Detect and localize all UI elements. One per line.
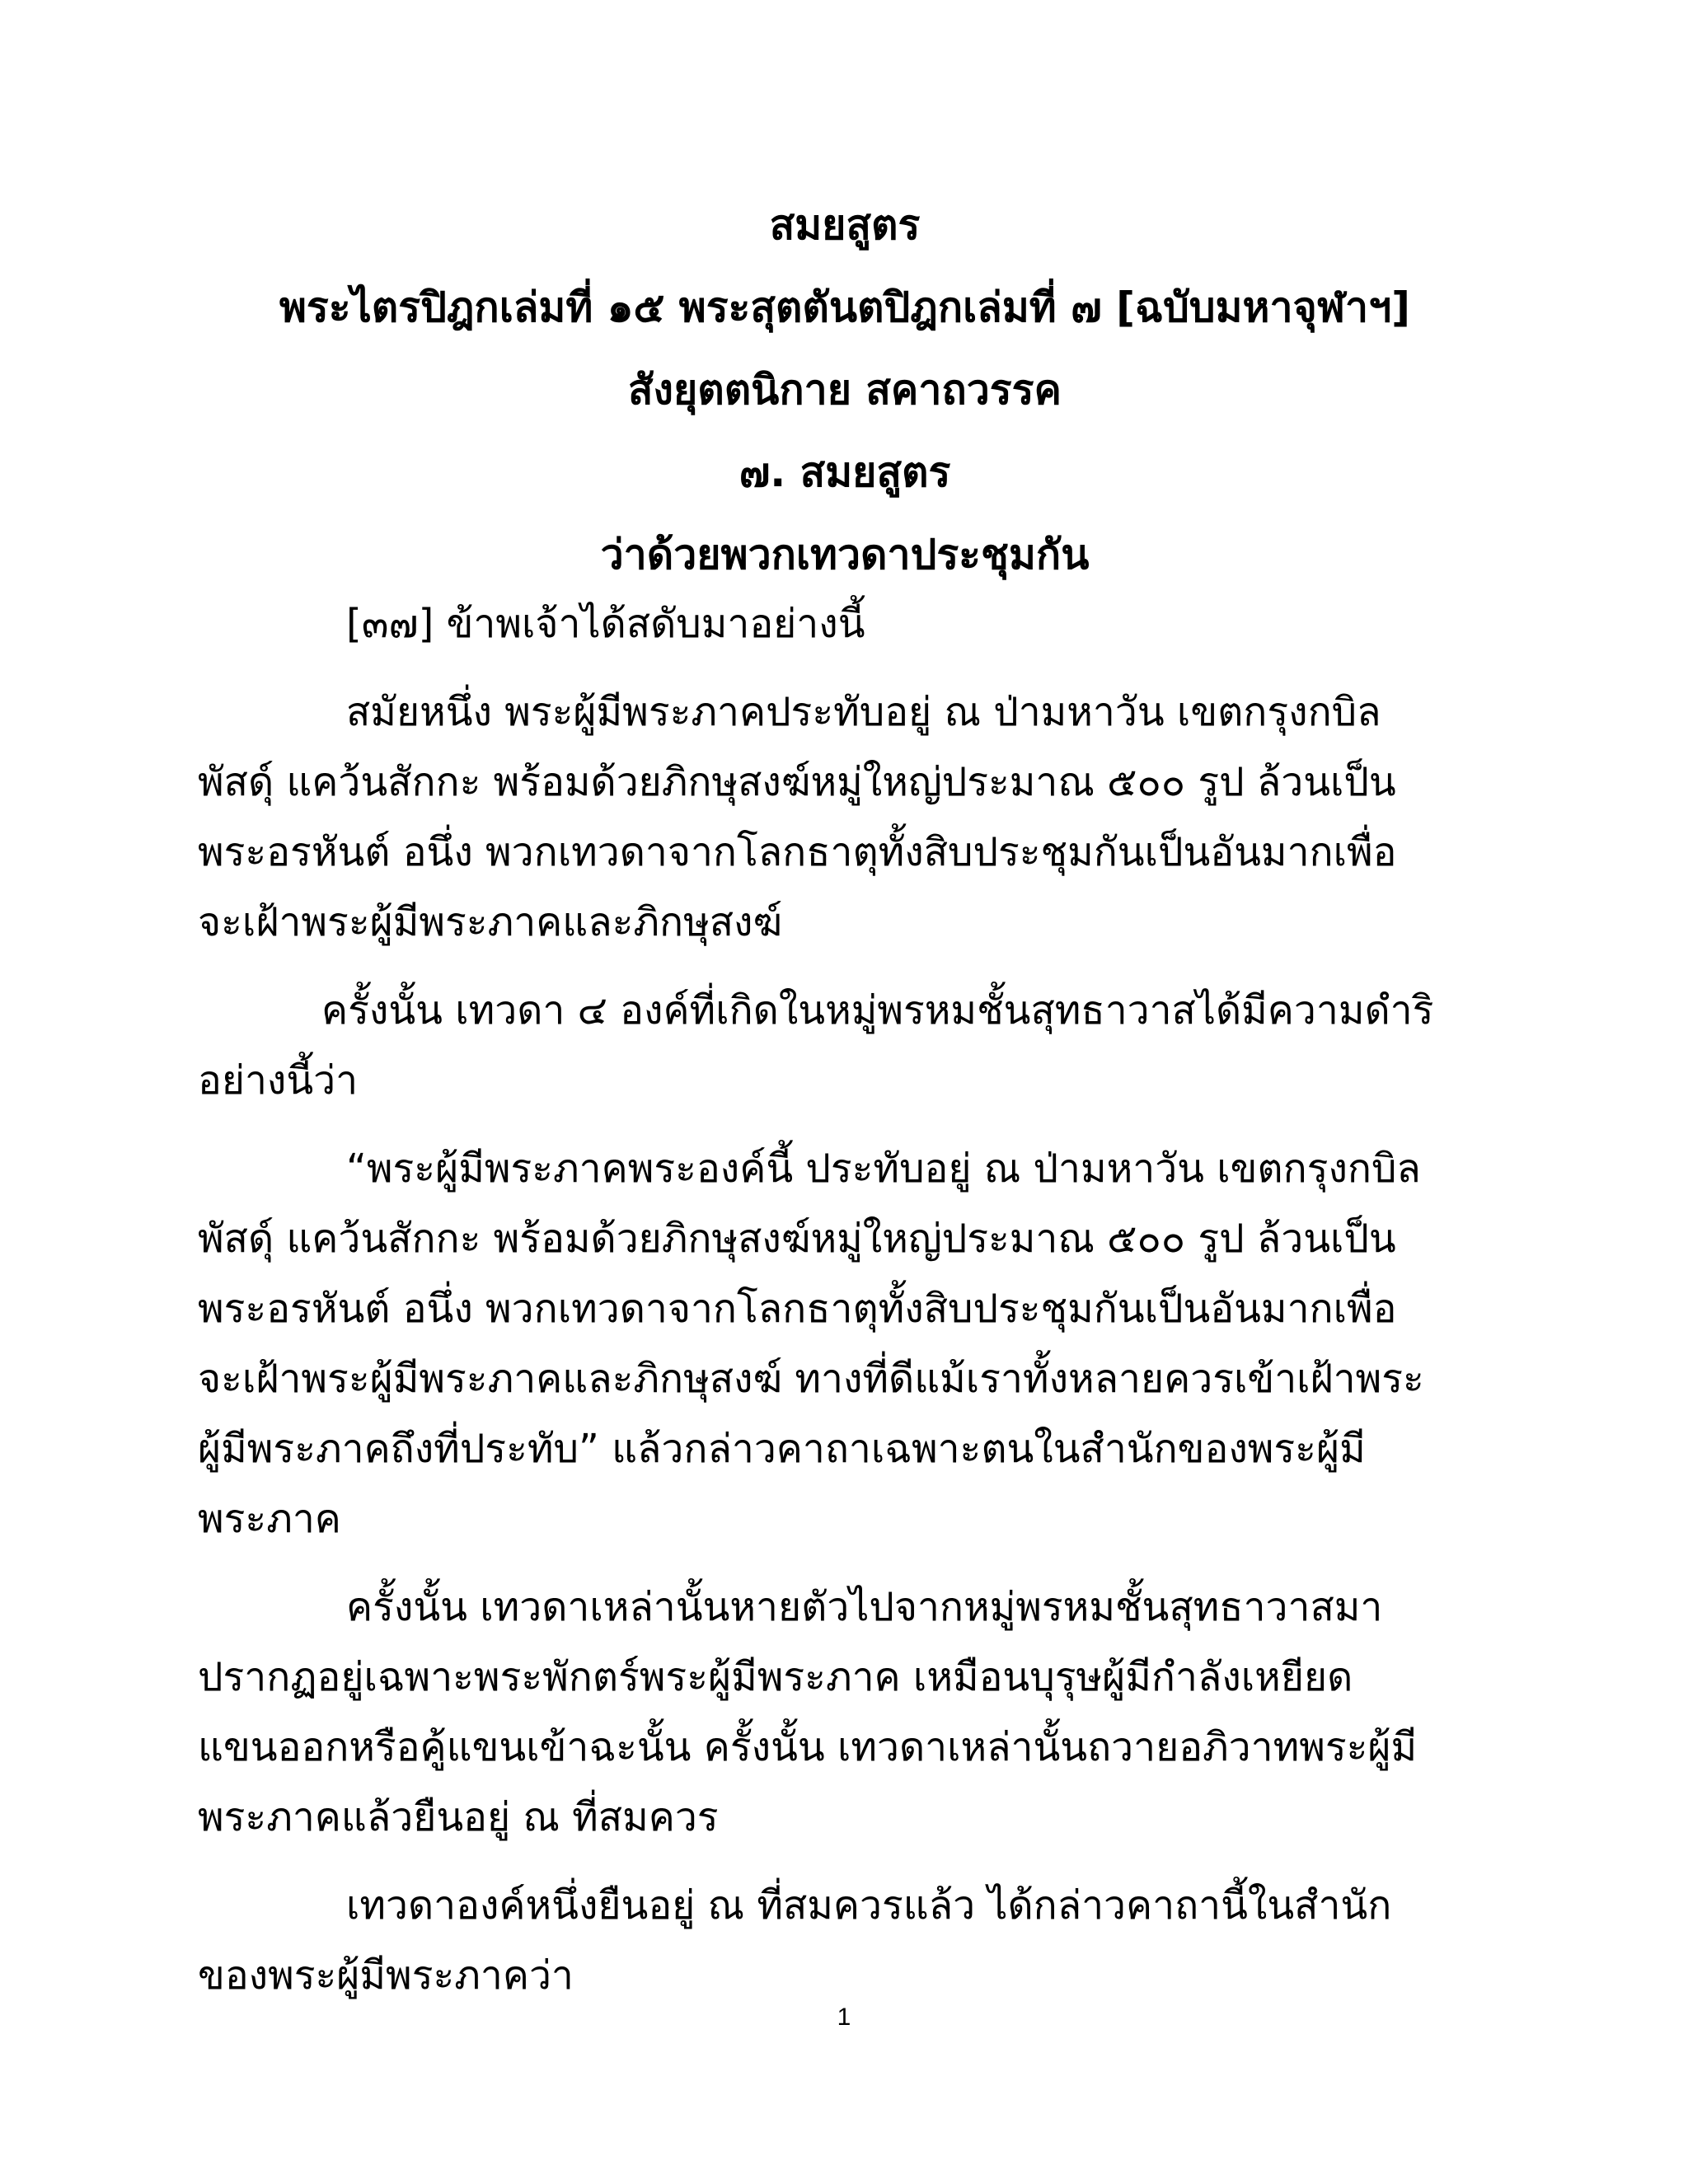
- paragraph-4: [198, 1134, 1492, 1554]
- paragraph-line: [๓๗] ข้าพเจ้าได้สดับมาอย่างนี้: [346, 601, 865, 647]
- paragraph-line: พัสดุ์ แคว้นสักกะ พร้อมด้วยภิกษุสงฆ์หมู่ใหญ่ประมาณ ๕๐๐ รูป ล้วนเป็น: [198, 759, 1396, 805]
- paragraph-line: พระภาคแล้วยืนอยู่ ณ ที่สมควร: [198, 1794, 719, 1840]
- subtitle-heading: ว่าด้วยพวกเทวดาประชุมกัน: [600, 531, 1090, 579]
- paragraph-line: ครั้งนั้น เทวดาเหล่านั้นหายตัวไปจากหมู่พรหมชั้นสุทธาวาสมา: [346, 1584, 1383, 1630]
- paragraph-1: [198, 589, 1492, 659]
- paragraph-line: “พระผู้มีพระภาคพระองค์นี้ ประทับอยู่ ณ ป่ามหาวัน เขตกรุงกบิล: [346, 1146, 1421, 1192]
- paragraph-line: แขนออกหรือคู้แขนเข้าฉะนั้น ครั้งนั้น เทวดาเหล่านั้นถวายอภิวาทพระผู้มี: [198, 1724, 1418, 1770]
- paragraph-line: ปรากฏอยู่เฉพาะพระพักตร์พระผู้มีพระภาค เหมือนบุรุษผู้มีกำลังเหยียด: [198, 1654, 1353, 1700]
- paragraph-5: [198, 1572, 1492, 1853]
- paragraph-line: พระอรหันต์ อนึ่ง พวกเทวดาจากโลกธาตุทั้งสิบประชุมกันเป็นอันมากเพื่อ: [198, 1286, 1397, 1332]
- paragraph-6: [198, 1871, 1492, 2011]
- paragraph-line: เทวดาองค์หนึ่งยืนอยู่ ณ ที่สมควรแล้ว ได้กล่าวคาถานี้ในสำนัก: [346, 1882, 1392, 1929]
- paragraph-line: จะเฝ้าพระผู้มีพระภาคและภิกษุสงฆ์: [198, 899, 783, 945]
- paragraph-line: อย่างนี้ว่า: [198, 1057, 359, 1104]
- sutta-heading: ๗. สมยสูตร: [738, 448, 951, 496]
- paragraph-line: ผู้มีพระภาคถึงที่ประทับ” แล้วกล่าวคาถาเฉพาะตนในสำนักของพระผู้มี: [198, 1426, 1366, 1472]
- page-number: 1: [837, 2004, 851, 2031]
- collection-heading: สังยุตตนิกาย สคาถวรรค: [628, 366, 1062, 414]
- paragraph-2: [198, 677, 1492, 958]
- document-title: สมยสูตร: [769, 201, 921, 249]
- paragraph-3: [198, 976, 1492, 1116]
- document-page: [198, 185, 1492, 2011]
- paragraph-line: จะเฝ้าพระผู้มีพระภาคและภิกษุสงฆ์ ทางที่ดีแม้เราทั้งหลายควรเข้าเฝ้าพระ: [198, 1356, 1424, 1402]
- paragraph-line: พระภาค: [198, 1496, 341, 1542]
- paragraph-line: พระอรหันต์ อนึ่ง พวกเทวดาจากโลกธาตุทั้งสิบประชุมกันเป็นอันมากเพื่อ: [198, 829, 1397, 875]
- paragraph-line: ครั้งนั้น เทวดา ๔ องค์ที่เกิดในหมู่พรหมชั้นสุทธาวาสได้มีความดำริ: [321, 987, 1434, 1033]
- paragraph-line: ของพระผู้มีพระภาคว่า: [198, 1952, 574, 1999]
- paragraph-line: สมัยหนึ่ง พระผู้มีพระภาคประทับอยู่ ณ ป่ามหาวัน เขตกรุงกบิล: [346, 689, 1381, 735]
- volume-heading: พระไตรปิฎกเล่มที่ ๑๕ พระสุตตันตปิฎกเล่มที่ ๗ [ฉบับมหาจุฬาฯ]: [279, 284, 1411, 331]
- paragraph-line: พัสดุ์ แคว้นสักกะ พร้อมด้วยภิกษุสงฆ์หมู่ใหญ่ประมาณ ๕๐๐ รูป ล้วนเป็น: [198, 1216, 1396, 1262]
